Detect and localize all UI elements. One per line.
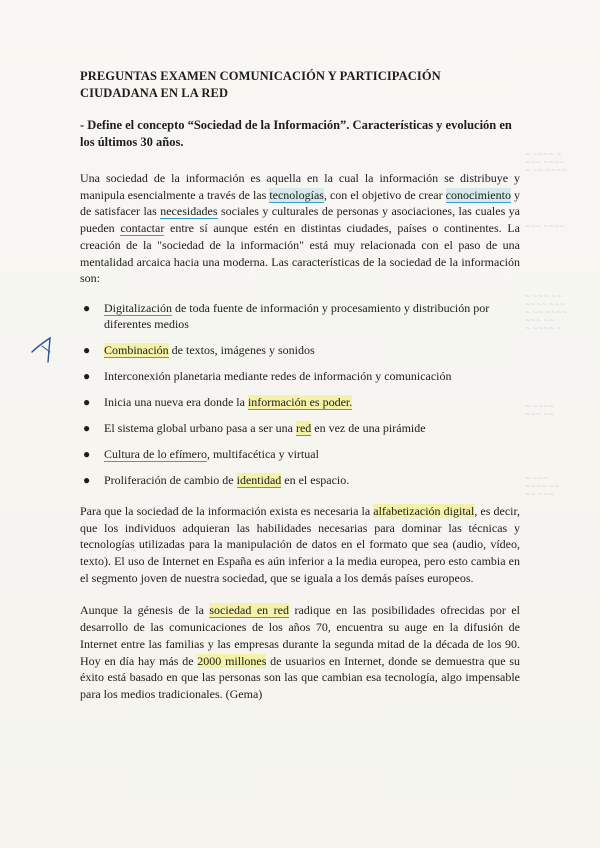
margin-note: ~ ~~~~ ~~~ ~~ [525,402,555,418]
list-item [80,446,520,463]
text-run: de usuarios en Internet, donde se demuestra que su éxito está basado en que las personas son las que cambian esa tecnología, algo impensable para los medios tradicionales. (Gema) [80,653,520,701]
text-run: El sistema global urbano pasa a ser una [104,421,296,436]
text-run: radique en las posibilidades ofrecidas por el desarrollo de las comunicaciones de los años 70, encuentra su auge en la difusión de Internet entre las familias y las empresas durante la segunda mitad de la década de los 90. Hoy en día hay más de [80,603,520,668]
highlighted-term: Digitalización [104,300,172,315]
list-item [80,368,520,385]
text-run: de toda fuente de información y procesamiento y distribución por diferentes medios [104,300,490,332]
paragraph-network-society [80,602,520,702]
margin-note: ~ ~~~ ~~ ~~~~ ~~~ ~ ~~ ~~~~ ~~~ ~~ ~ ~~~~ ~ [525,292,568,332]
document-content [80,68,520,703]
text-run: , es decir, que los individuos adquieran las habilidades necesarias para dominar las técnicas y tecnologías utilizadas para la manipulación de datos en el formato que sea (audio, vídeo, texto). El uso de Internet en España es aún inferior a la media europea, pero esto cambia en el segmento joven de nuestra sociedad, que se iguala a los demás países europeos. [80,503,521,585]
highlighted-term: información es poder. [247,395,353,410]
text-run: Aunque la génesis de la [80,603,210,618]
highlighted-term: alfabetización digital [373,503,475,518]
text-run: en vez de una pirámide [311,421,426,436]
bullet-icon: ● [83,300,91,315]
bullet-icon: ● [83,343,91,358]
highlighted-term: sociedad en red [209,603,289,618]
text-run: , con el objetivo de crear [323,187,446,202]
bullet-icon: ● [83,447,91,462]
margin-note: ~~~ ~~~~ [525,222,566,230]
text-run: de textos, imágenes y sonidos [168,343,315,358]
characteristics-list [80,300,520,489]
list-item [80,420,520,437]
text-run: , multifacética y virtual [206,447,319,462]
highlighted-term: Combinación [104,343,169,358]
underlined-term: contactar [120,221,165,236]
text-run: Proliferación de cambio de [104,473,237,488]
highlighted-term: Cultura de lo efímero [104,447,207,462]
list-item [80,394,520,411]
margin-note: ~ ~~~~ ~ ~~~ ~~~~ ~ ~~ ~~~~ [525,150,568,174]
text-run: Para que la sociedad de la información exista es necesaria la [80,503,374,518]
text-run: Una sociedad de la información es aquella en la cual la información se distribuye y manipula esencialmente a través de las [80,171,520,202]
bullet-icon: ● [83,473,91,488]
highlighted-term: red [295,421,312,436]
text-run: Inicia una nueva era donde la [104,395,248,410]
faded-margin-notes [525,150,595,554]
highlighted-term: 2000 millones [197,653,267,668]
bullet-icon: ● [83,421,91,436]
paragraph-definition [80,170,520,287]
handwritten-mark-icon [28,334,62,364]
list-item [80,472,520,489]
document-title: PREGUNTAS EXAMEN COMUNICACIÓN Y PARTICIPACIÓN CIUDADANA EN LA RED [80,69,441,100]
bullet-icon: ● [83,369,91,384]
text-run: Interconexión planetaria mediante redes de información y comunicación [104,369,452,384]
bullet-icon: ● [83,395,91,410]
highlighted-term: tecnologías [269,187,324,202]
text-run: entre sí aunque estén en distintas ciudades, países o continentes. La creación de la "sociedad de la información" está muy relacionada con el paso de una mentalidad arcaica hacia una moderna. Las características de la sociedad de la información son: [80,221,520,286]
list-item [80,300,520,333]
exam-question: - Define el concepto “Sociedad de la Información”. Características y evolución en los últimos 30 años. [80,118,512,149]
highlighted-term: identidad [236,473,282,488]
underlined-term: necesidades [160,204,218,219]
list-item [80,342,520,359]
text-run: en el espacio. [281,473,350,488]
paragraph-digital-literacy [80,503,520,587]
text-run: sociales y culturales de personas y asociaciones, las cuales ya pueden [80,204,520,236]
text-run: y de satisfacer las [80,187,520,219]
highlighted-term: conocimiento [445,187,511,202]
margin-note: ~ ~~~ ~~~~ ~~ ~~ ~~~ [525,474,560,498]
